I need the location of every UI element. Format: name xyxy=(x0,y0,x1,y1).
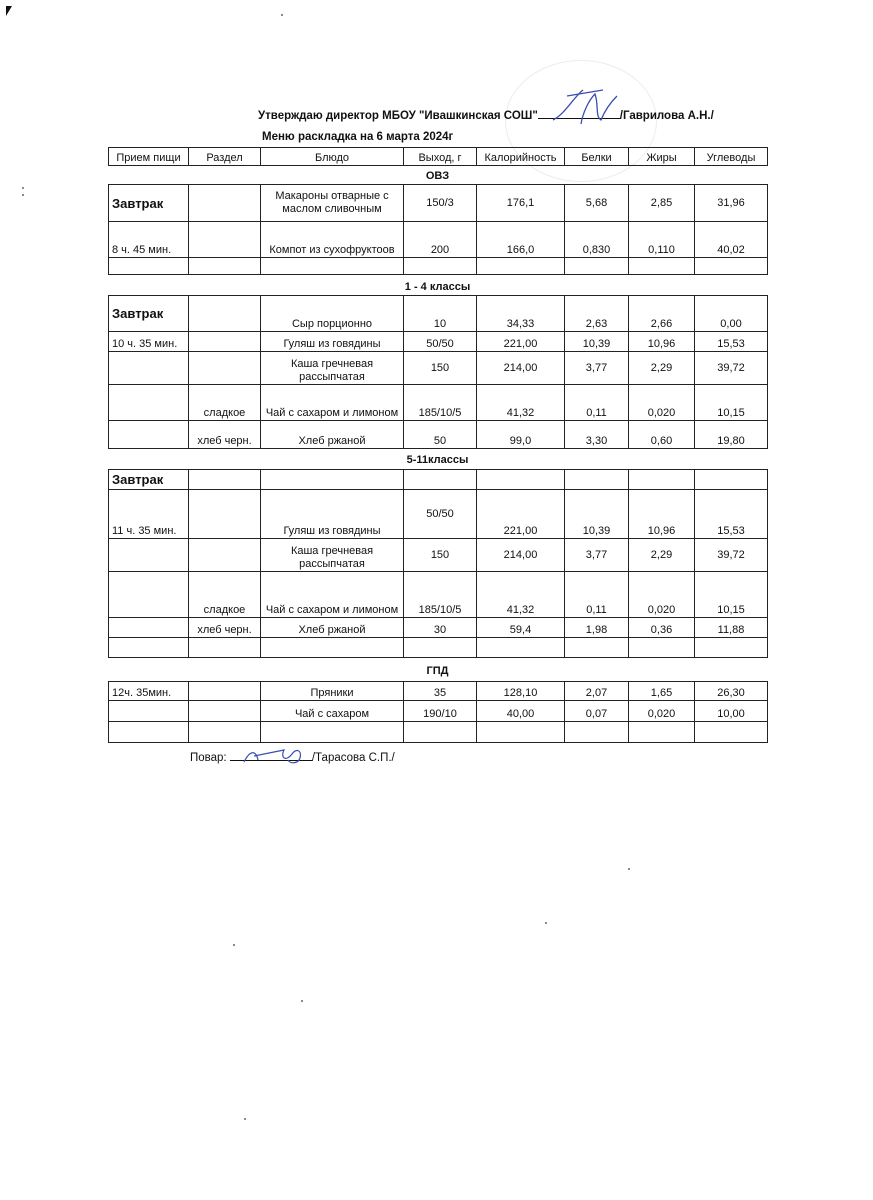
scan-speck xyxy=(281,14,283,16)
col-header-fat: Жиры xyxy=(629,148,695,166)
table-row: Каша гречневая рассыпчатая 150 214,00 3,77 2,29 39,72 xyxy=(109,539,768,572)
col-header-calories: Калорийность xyxy=(477,148,565,166)
section-title-grades-5-11: 5-11классы xyxy=(406,454,469,466)
table-row: хлеб черн. Хлеб ржаной 30 59,4 1,98 0,36 11,88 xyxy=(109,618,768,638)
col-header-meal: Прием пищи xyxy=(109,148,189,166)
col-header-dish: Блюдо xyxy=(261,148,404,166)
table-row: 12ч. 35мин. Пряники 35 128,10 2,07 1,65 26,30 xyxy=(109,682,768,701)
col-header-section: Раздел xyxy=(189,148,261,166)
director-signature xyxy=(545,84,625,128)
table-ovz xyxy=(108,184,768,275)
cook-name: /Тарасова С.П./ xyxy=(311,752,395,764)
approval-line xyxy=(258,108,714,122)
table-row-empty xyxy=(109,722,768,743)
scan-speck xyxy=(22,194,24,196)
table-row: Завтрак Макароны отварные с маслом сливочным 150/3 176,1 5,68 2,85 31,96 xyxy=(109,185,768,222)
scan-speck xyxy=(545,922,547,924)
menu-title: Меню раскладка на 6 марта 2024г xyxy=(262,131,454,143)
scan-speck xyxy=(233,944,235,946)
table-row: 10 ч. 35 мин. Гуляш из говядины 50/50 221,00 10,39 10,96 15,53 xyxy=(109,332,768,352)
scan-corner-mark xyxy=(6,6,12,16)
col-header-carbs: Углеводы xyxy=(695,148,768,166)
cook-label: Повар: xyxy=(190,752,227,764)
section-title-ovz: ОВЗ xyxy=(425,170,450,182)
approval-suffix: /Гаврилова А.Н./ xyxy=(619,110,714,122)
section-title-gpd: ГПД xyxy=(426,665,449,677)
section-title-grades-1-4: 1 - 4 классы xyxy=(404,281,471,293)
col-header-yield: Выход, г xyxy=(404,148,477,166)
table-row: Чай с сахаром 190/10 40,00 0,07 0,020 10,00 xyxy=(109,701,768,722)
table-row: хлеб черн. Хлеб ржаной 50 99,0 3,30 0,60 19,80 xyxy=(109,421,768,449)
table-row: Каша гречневая рассыпчатая 150 214,00 3,77 2,29 39,72 xyxy=(109,352,768,385)
scan-speck xyxy=(301,1000,303,1002)
table-row: 11 ч. 35 мин. Гуляш из говядины 50/50 221,00 10,39 10,96 15,53 xyxy=(109,490,768,539)
table-row: Завтрак Сыр порционно 10 34,33 2,63 2,66 0,00 xyxy=(109,296,768,332)
table-row: сладкое Чай с сахаром и лимоном 185/10/5 41,32 0,11 0,020 10,15 xyxy=(109,572,768,618)
scan-speck xyxy=(22,187,24,189)
table-row-empty xyxy=(109,258,768,275)
cook-signature xyxy=(240,744,310,768)
scan-speck xyxy=(244,1118,246,1120)
menu-header-table xyxy=(108,147,768,166)
table-row: Завтрак xyxy=(109,470,768,490)
table-row: 8 ч. 45 мин. Компот из сухофруктоов 200 166,0 0,830 0,110 40,02 xyxy=(109,222,768,258)
scan-speck xyxy=(628,868,630,870)
table-grades-5-11 xyxy=(108,469,768,658)
table-row: сладкое Чай с сахаром и лимоном 185/10/5 41,32 0,11 0,020 10,15 xyxy=(109,385,768,421)
table-gpd xyxy=(108,681,768,743)
table-grades-1-4 xyxy=(108,295,768,449)
col-header-protein: Белки xyxy=(565,148,629,166)
table-row-empty xyxy=(109,638,768,658)
approval-prefix: Утверждаю директор МБОУ "Ивашкинская СОШ" xyxy=(258,110,538,122)
